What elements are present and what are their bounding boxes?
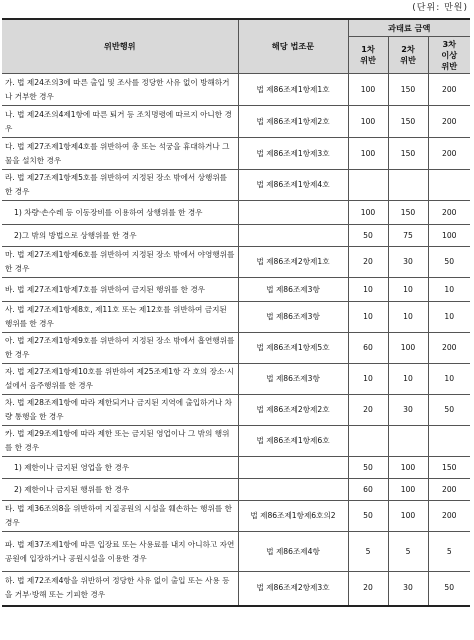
violation-cell: 카. 법 제29조제1항에 따라 제한 또는 금지된 영업이나 그 밖의 행위를 한 경우 [2, 426, 238, 457]
third-violation-amount: 10 [428, 302, 470, 333]
first-violation-amount: 50 [348, 225, 388, 247]
third-violation-amount [428, 170, 470, 201]
header-second-violation: 2차 위반 [388, 37, 428, 74]
violation-cell: 바. 법 제27조제1항제7호를 위반하여 금지된 행위를 한 경우 [2, 278, 238, 302]
second-violation-amount: 30 [388, 247, 428, 278]
law-cell: 법 제86조제1항제6호 [238, 426, 348, 457]
violation-cell: 다. 법 제27조제1항제4호를 위반하여 총 또는 석궁을 휴대하거나 그물을 설치한 경우 [2, 138, 238, 170]
second-violation-amount: 10 [388, 278, 428, 302]
third-violation-amount: 200 [428, 201, 470, 225]
table-row [2, 333, 470, 364]
table-row [2, 479, 470, 501]
violation-cell: 가. 법 제24조의3에 따른 출입 및 조사를 정당한 사유 없이 방해하거나 거부한 경우 [2, 74, 238, 106]
violation-cell: 2) 제한이나 금지된 행위를 한 경우 [2, 479, 238, 501]
second-violation-amount: 100 [388, 333, 428, 364]
violation-cell: 2)그 밖의 방법으로 상행위를 한 경우 [2, 225, 238, 247]
first-violation-amount: 20 [348, 395, 388, 426]
table-row [2, 501, 470, 532]
first-violation-amount: 20 [348, 572, 388, 606]
law-cell: 법 제86조제2항제1호 [238, 247, 348, 278]
table-body [2, 74, 470, 606]
law-cell: 법 제86조제1항제2호 [238, 106, 348, 138]
first-violation-amount: 100 [348, 138, 388, 170]
violation-cell: 차. 법 제28조제1항에 따라 제한되거나 금지된 지역에 출입하거나 차량 통행을 한 경우 [2, 395, 238, 426]
third-violation-amount: 200 [428, 333, 470, 364]
violation-cell: 자. 법 제27조제1항제10호를 위반하여 제25조제1항 각 호의 장소·시설에서 음주행위를 한 경우 [2, 364, 238, 395]
second-violation-amount: 10 [388, 302, 428, 333]
first-violation-amount [348, 170, 388, 201]
third-violation-amount: 150 [428, 457, 470, 479]
first-violation-amount: 100 [348, 74, 388, 106]
first-violation-amount: 10 [348, 278, 388, 302]
table-row [2, 225, 470, 247]
table-row [2, 170, 470, 201]
second-violation-amount: 150 [388, 138, 428, 170]
third-violation-amount: 10 [428, 278, 470, 302]
law-cell: 법 제86조제1항제4호 [238, 170, 348, 201]
violation-cell: 타. 법 제36조의8을 위반하여 지질공원의 시설을 훼손하는 행위를 한 경우 [2, 501, 238, 532]
third-violation-amount [428, 426, 470, 457]
table-row [2, 74, 470, 106]
second-violation-amount: 10 [388, 364, 428, 395]
third-violation-amount: 50 [428, 572, 470, 606]
second-violation-amount: 150 [388, 106, 428, 138]
law-cell [238, 201, 348, 225]
second-violation-amount: 30 [388, 395, 428, 426]
table-row [2, 364, 470, 395]
second-violation-amount [388, 426, 428, 457]
table-row [2, 426, 470, 457]
first-violation-amount: 50 [348, 457, 388, 479]
violation-cell: 나. 법 제24조의4제1항에 따른 퇴거 등 조치명령에 따르지 아니한 경우 [2, 106, 238, 138]
first-violation-amount [348, 426, 388, 457]
law-cell [238, 479, 348, 501]
first-violation-amount: 10 [348, 302, 388, 333]
second-violation-amount: 30 [388, 572, 428, 606]
third-violation-amount: 50 [428, 395, 470, 426]
table-row [2, 395, 470, 426]
law-cell: 법 제86조제4항 [238, 532, 348, 572]
header-law: 해당 법조문 [238, 19, 348, 74]
first-violation-amount: 5 [348, 532, 388, 572]
header-third-violation: 3차 이상 위반 [428, 37, 470, 74]
header-violation: 위반행위 [2, 19, 238, 74]
law-cell: 법 제86조제2항제3호 [238, 572, 348, 606]
third-violation-amount: 5 [428, 532, 470, 572]
second-violation-amount: 100 [388, 501, 428, 532]
second-violation-amount: 100 [388, 457, 428, 479]
third-violation-amount: 50 [428, 247, 470, 278]
violation-cell: 1) 차량·손수레 등 이동장비를 이용하여 상행위를 한 경우 [2, 201, 238, 225]
table-row [2, 247, 470, 278]
third-violation-amount: 10 [428, 364, 470, 395]
table-row [2, 106, 470, 138]
first-violation-amount: 100 [348, 201, 388, 225]
violation-cell: 하. 법 제72조제4항을 위반하여 정당한 사유 없이 출입 또는 사용 등을 거부·방해 또는 기피한 경우 [2, 572, 238, 606]
law-cell [238, 225, 348, 247]
second-violation-amount: 75 [388, 225, 428, 247]
first-violation-amount: 10 [348, 364, 388, 395]
second-violation-amount [388, 170, 428, 201]
first-violation-amount: 60 [348, 333, 388, 364]
third-violation-amount: 200 [428, 479, 470, 501]
table-row [2, 201, 470, 225]
violation-cell: 마. 법 제27조제1항제6호를 위반하여 지정된 장소 밖에서 야영행위를 한 경우 [2, 247, 238, 278]
law-cell: 법 제86조제3항 [238, 364, 348, 395]
third-violation-amount: 200 [428, 106, 470, 138]
table-row [2, 457, 470, 479]
table-row [2, 572, 470, 606]
table-row [2, 302, 470, 333]
third-violation-amount: 100 [428, 225, 470, 247]
first-violation-amount: 20 [348, 247, 388, 278]
law-cell: 법 제86조제1항제5호 [238, 333, 348, 364]
table-row [2, 278, 470, 302]
table-row [2, 138, 470, 170]
second-violation-amount: 5 [388, 532, 428, 572]
violation-cell: 파. 법 제37조제1항에 따른 입장료 또는 사용료를 내지 아니하고 자연공원에 입장하거나 공원시설을 이용한 경우 [2, 532, 238, 572]
third-violation-amount: 200 [428, 74, 470, 106]
second-violation-amount: 150 [388, 201, 428, 225]
violation-cell: 1) 제한이나 금지된 영업을 한 경우 [2, 457, 238, 479]
violation-cell: 사. 법 제27조제1항제8호, 제11호 또는 제12호를 위반하여 금지된 행위를 한 경우 [2, 302, 238, 333]
law-cell: 법 제86조제1항제6호의2 [238, 501, 348, 532]
second-violation-amount: 100 [388, 479, 428, 501]
second-violation-amount: 150 [388, 74, 428, 106]
first-violation-amount: 100 [348, 106, 388, 138]
third-violation-amount: 200 [428, 138, 470, 170]
law-cell: 법 제86조제3항 [238, 278, 348, 302]
violation-cell: 아. 법 제27조제1항제9호를 위반하여 지정된 장소 밖에서 흡연행위를 한 경우 [2, 333, 238, 364]
law-cell: 법 제86조제1항제3호 [238, 138, 348, 170]
law-cell: 법 제86조제3항 [238, 302, 348, 333]
penalty-table [2, 18, 470, 607]
header-amount-group: 과태료 금액 [348, 19, 470, 37]
law-cell: 법 제86조제1항제1호 [238, 74, 348, 106]
third-violation-amount: 200 [428, 501, 470, 532]
header-first-violation: 1차 위반 [348, 37, 388, 74]
first-violation-amount: 50 [348, 501, 388, 532]
law-cell: 법 제86조제2항제2호 [238, 395, 348, 426]
table-row [2, 532, 470, 572]
first-violation-amount: 60 [348, 479, 388, 501]
law-cell [238, 457, 348, 479]
violation-cell: 라. 법 제27조제1항제5호를 위반하여 지정된 장소 밖에서 상행위를 한 경우 [2, 170, 238, 201]
unit-label: (단위: 만원) [412, 3, 468, 13]
